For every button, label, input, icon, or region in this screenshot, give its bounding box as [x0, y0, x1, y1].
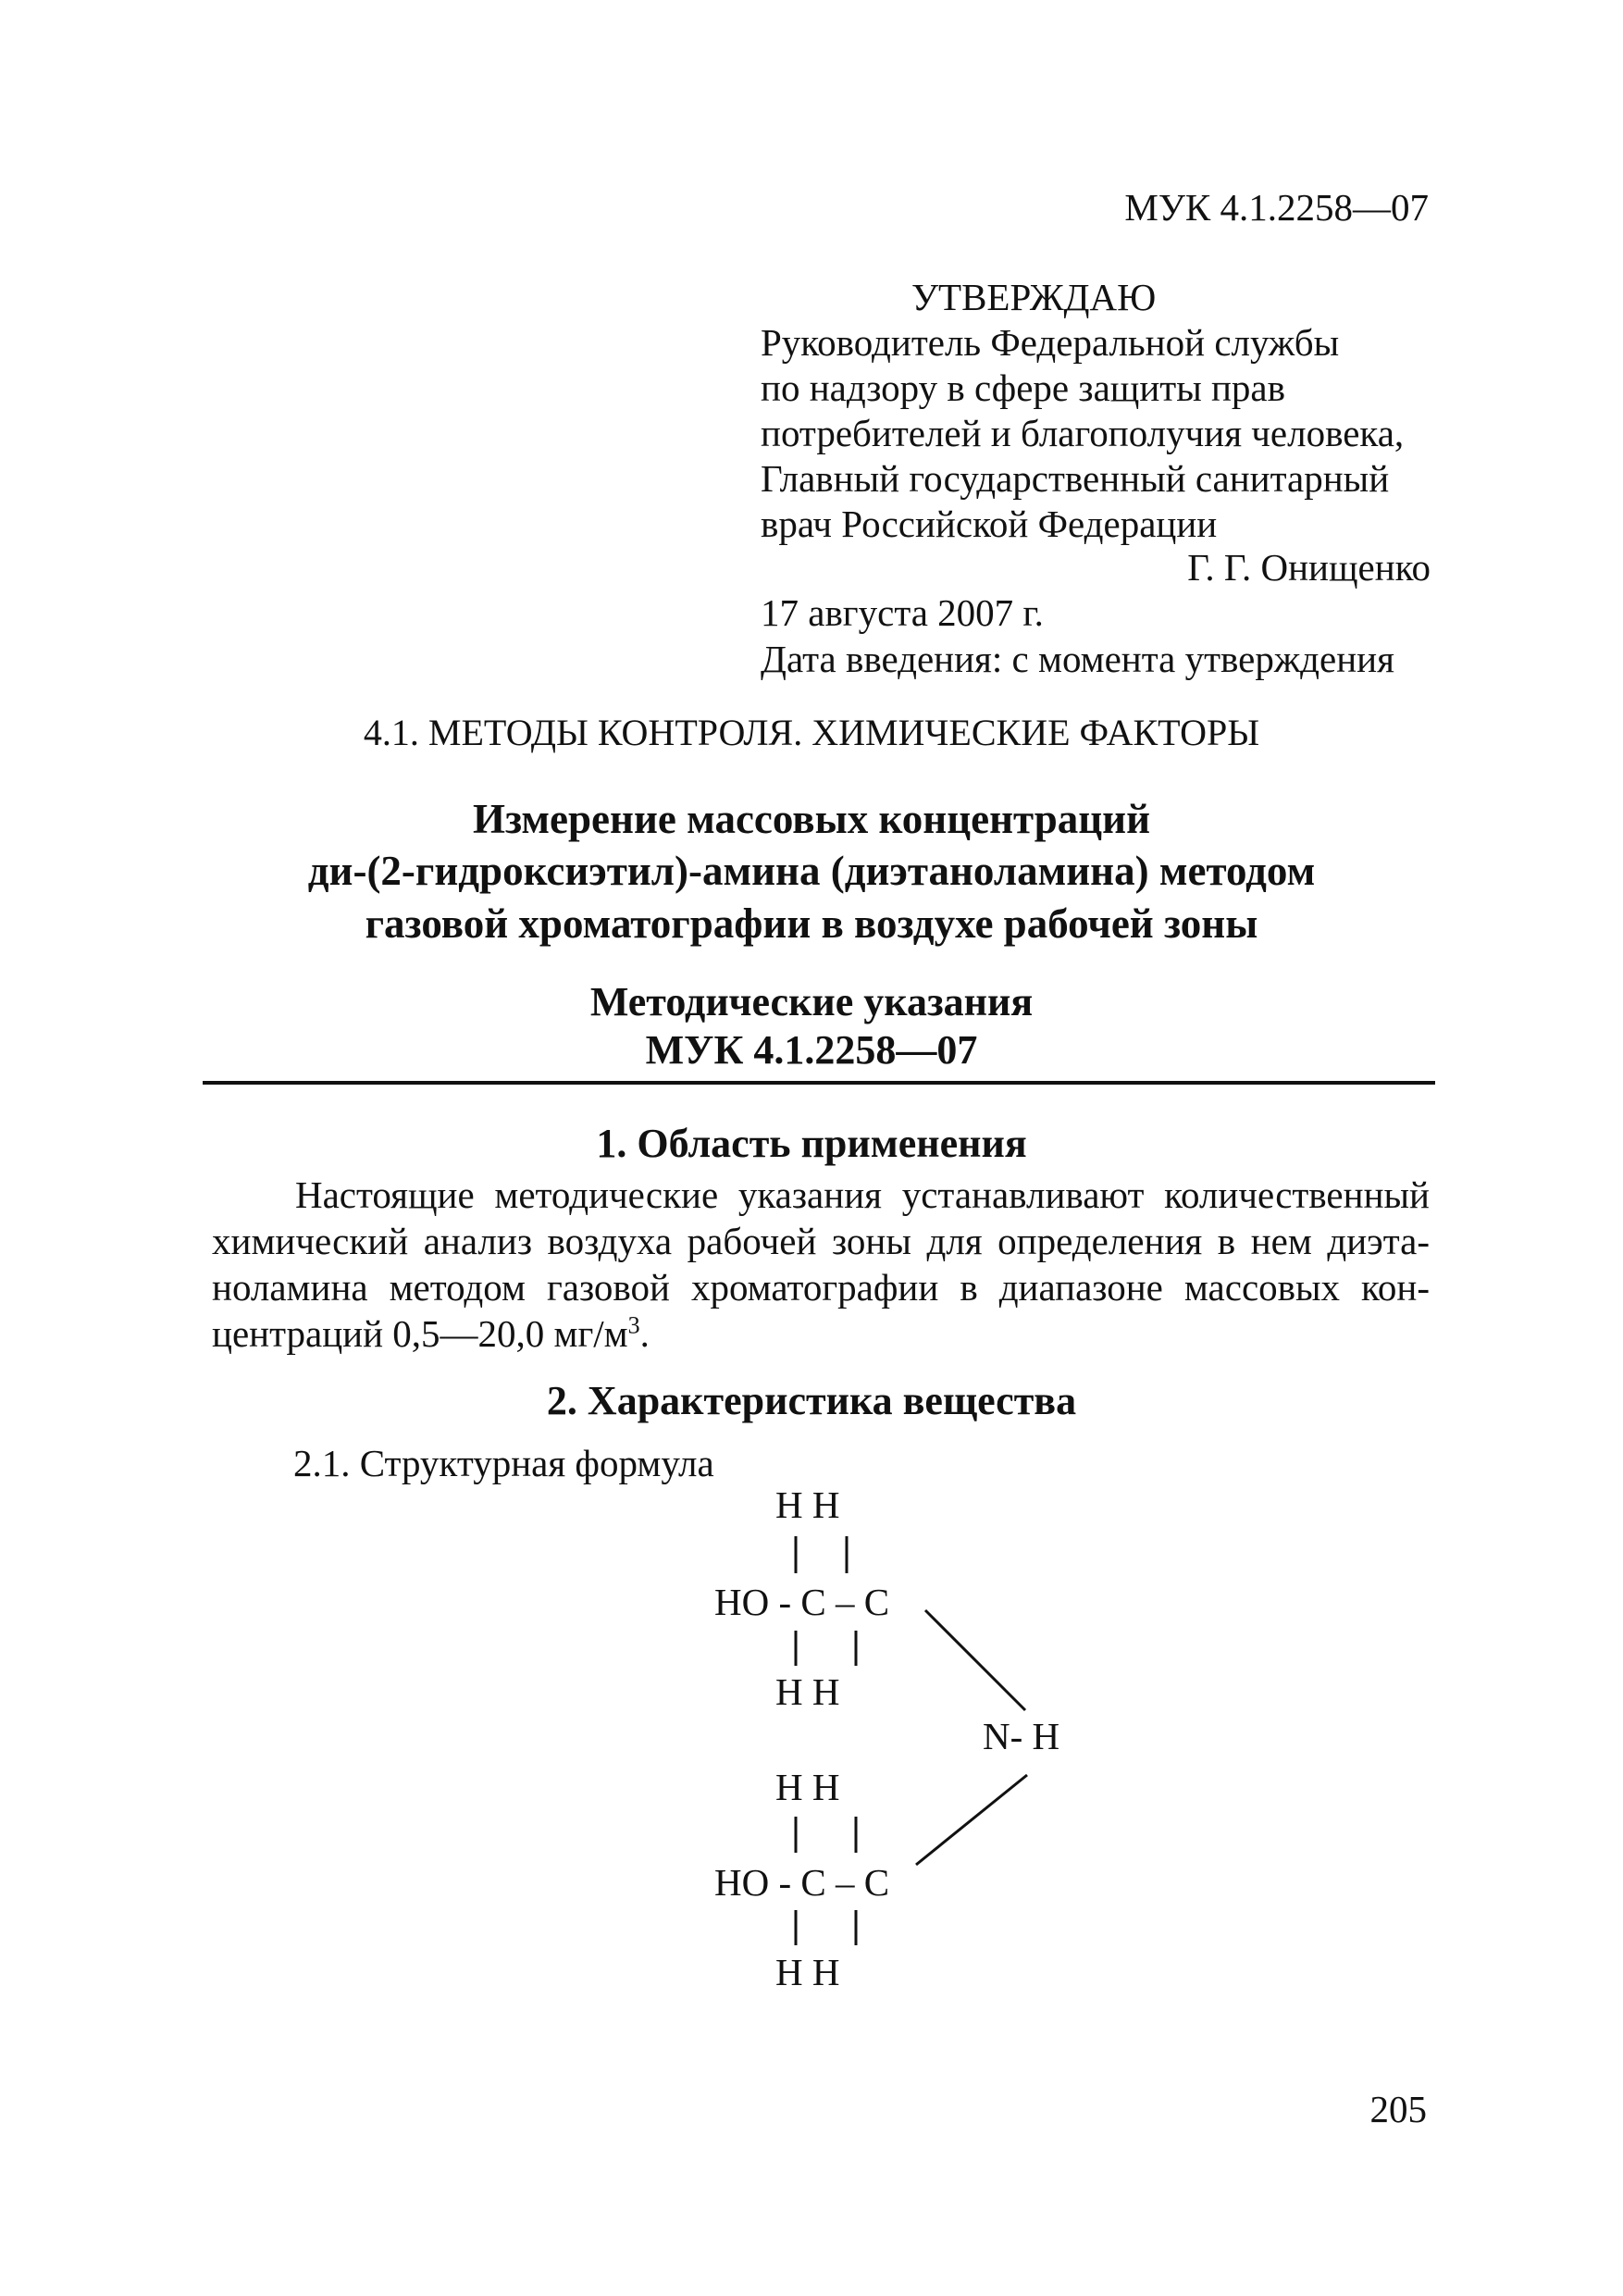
paragraph-end: .	[639, 1312, 650, 1355]
paragraph-line: ноламина методом газовой хроматографии в диапазоне массовых кон-	[212, 1266, 1430, 1309]
formula-hydrogens: H H	[775, 1483, 840, 1526]
approval-line: Руководитель Федеральной службы	[761, 321, 1340, 364]
formula-nh-group: N- H	[983, 1715, 1060, 1757]
paragraph-line-text: центраций 0,5—20,0 мг/м	[212, 1312, 628, 1355]
approval-line: потребителей и благополучия человека,	[761, 412, 1405, 454]
formula-label: 2.1. Структурная формула	[293, 1442, 714, 1484]
paragraph-line: Настоящие методические указания устанавливают количественный	[295, 1173, 1430, 1216]
document-title: ди-(2-гидроксиэтил)-амина (диэтаноламина) методом	[307, 848, 1316, 894]
formula-ho-group: HO - C – C	[714, 1861, 890, 1904]
page-number: 205	[1369, 2088, 1427, 2130]
document-subtitle-code: МУК 4.1.2258—07	[645, 1027, 978, 1073]
approval-line: по надзору в сфере защиты прав	[761, 366, 1285, 409]
formula-hydrogens: H H	[775, 1766, 840, 1808]
section-1-heading: 1. Область применения	[596, 1121, 1027, 1166]
section-2-heading: 2. Характеристика вещества	[546, 1378, 1077, 1423]
document-kind: Методические указания	[589, 979, 1034, 1024]
superscript: 3	[627, 1311, 640, 1339]
effective-date: Дата введения: с момента утверждения	[761, 638, 1394, 680]
approval-date: 17 августа 2007 г.	[761, 591, 1044, 634]
approval-line: Главный государственный санитарный	[761, 457, 1390, 500]
document-code: МУК 4.1.2258—07	[1124, 186, 1429, 229]
formula-hydrogens: H H	[775, 1951, 840, 1993]
formula-bond	[925, 1610, 1025, 1710]
signatory-name: Г. Г. Онищенко	[1187, 546, 1431, 589]
formula-bond	[916, 1775, 1027, 1865]
formula-hydrogens: H H	[775, 1670, 840, 1713]
document-title: Измерение массовых концентраций	[472, 796, 1151, 842]
paragraph-line: химический анализ воздуха рабочей зоны для определения в нем диэта-	[212, 1220, 1430, 1262]
approval-line: врач Российской Федерации	[761, 503, 1218, 545]
section-header: 4.1. МЕТОДЫ КОНТРОЛЯ. ХИМИЧЕСКИЕ ФАКТОРЫ	[363, 712, 1260, 753]
document-title: газовой хроматографии в воздухе рабочей зоны	[365, 900, 1258, 947]
approval-title: УТВЕРЖДАЮ	[911, 276, 1157, 318]
formula-ho-group: HO - C – C	[714, 1581, 890, 1623]
